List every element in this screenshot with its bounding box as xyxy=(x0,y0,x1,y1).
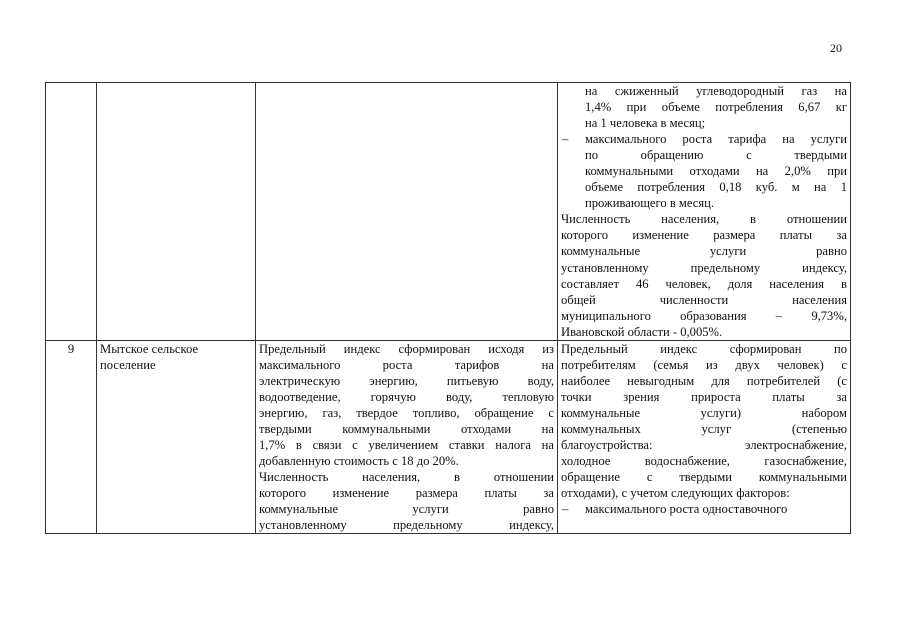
row1-details-cell xyxy=(558,83,851,341)
text-line: установленному предельному индексу, xyxy=(561,260,847,275)
text-line: благоустройства: электроснабжение, xyxy=(561,438,847,453)
text-line: муниципального образования – 9,73%, xyxy=(561,308,847,323)
text-line: наиболее невыгодным для потребителей (с xyxy=(561,373,847,388)
text-line: коммунальными отходами на 2,0% при xyxy=(585,164,847,179)
list-item xyxy=(561,131,847,211)
text-line: установленному предельному индексу, xyxy=(259,518,554,533)
text-line: энергию, газ, твердое топливо, обращение с xyxy=(259,405,554,420)
tariff-table xyxy=(45,82,851,534)
text-line: на 1 человека в месяц; xyxy=(585,116,706,131)
table-row xyxy=(46,83,851,341)
page-number: 20 xyxy=(830,41,842,55)
text-line: максимального роста тарифа на услуги xyxy=(585,132,847,147)
index-details-cell xyxy=(558,340,851,534)
text-line: коммунальных услуг (степенью xyxy=(561,421,847,436)
text-line: максимального роста тарифов на xyxy=(259,357,554,372)
settlement-name-line: Мытское сельское xyxy=(100,341,199,356)
text-line: 1,4% при объеме потребления 6,67 кг xyxy=(585,100,847,115)
text-line: потребителям (семья из двух человек) с xyxy=(561,357,847,372)
list-item xyxy=(561,501,847,517)
text-line: объеме потребления 0,18 куб. м на 1 xyxy=(585,180,847,195)
text-line: Предельный индекс сформирован исходя из xyxy=(259,341,554,356)
row1-number-cell xyxy=(46,83,97,341)
settlement-name-line: поселение xyxy=(100,357,156,372)
text-line: коммунальные услуги равно xyxy=(561,244,847,259)
consumer-paragraph xyxy=(561,341,847,501)
row-number: 9 xyxy=(46,340,97,534)
text-line: Численность населения, в отношении xyxy=(259,470,554,485)
row1-name-cell xyxy=(97,83,256,341)
text-line: максимального роста одноставочного xyxy=(585,502,788,517)
text-line: общей численности населения xyxy=(561,292,847,307)
text-line: по обращению с твердыми xyxy=(585,148,847,163)
index-description-cell xyxy=(256,340,558,534)
text-line: Предельный индекс сформирован по xyxy=(561,341,847,356)
text-line: Ивановской области - 0,005%. xyxy=(561,324,723,339)
population-paragraph xyxy=(259,469,554,533)
continued-item xyxy=(561,83,847,131)
text-line: электрическую энергию, питьевую воду, xyxy=(259,373,554,388)
text-line: отходами), с учетом следующих факторов: xyxy=(561,486,790,501)
table-row xyxy=(46,340,851,534)
population-paragraph xyxy=(561,211,847,339)
text-line: коммунальные услуги равно xyxy=(259,502,554,517)
text-line: проживающего в месяц. xyxy=(585,196,715,211)
row1-description-cell xyxy=(256,83,558,341)
text-line: которого изменение размера платы за xyxy=(561,228,847,243)
text-line: водоотведение, горячую воду, тепловую xyxy=(259,389,554,404)
index-paragraph xyxy=(259,341,554,469)
text-line: Численность населения, в отношении xyxy=(561,212,847,227)
text-line: составляет 46 человек, доля населения в xyxy=(561,276,847,291)
text-line: 1,7% в связи с увеличением ставки налога на xyxy=(259,438,554,453)
text-line: твердыми коммунальными отходами на xyxy=(259,421,554,436)
text-line: добавленную стоимость с 18 до 20%. xyxy=(259,454,459,469)
text-line: коммунальные услуги) набором xyxy=(561,405,847,420)
list-dash: – xyxy=(562,502,569,517)
text-line: точки зрения прироста платы за xyxy=(561,389,847,404)
settlement-name-cell xyxy=(97,340,256,534)
text-line: холодное водоснабжение, газоснабжение, xyxy=(561,454,847,469)
list-dash: – xyxy=(562,132,569,147)
text-line: которого изменение размера платы за xyxy=(259,486,554,501)
text-line: на сжиженный углеводородный газ на xyxy=(585,84,847,98)
text-line: обращение с твердыми коммунальными xyxy=(561,470,847,485)
